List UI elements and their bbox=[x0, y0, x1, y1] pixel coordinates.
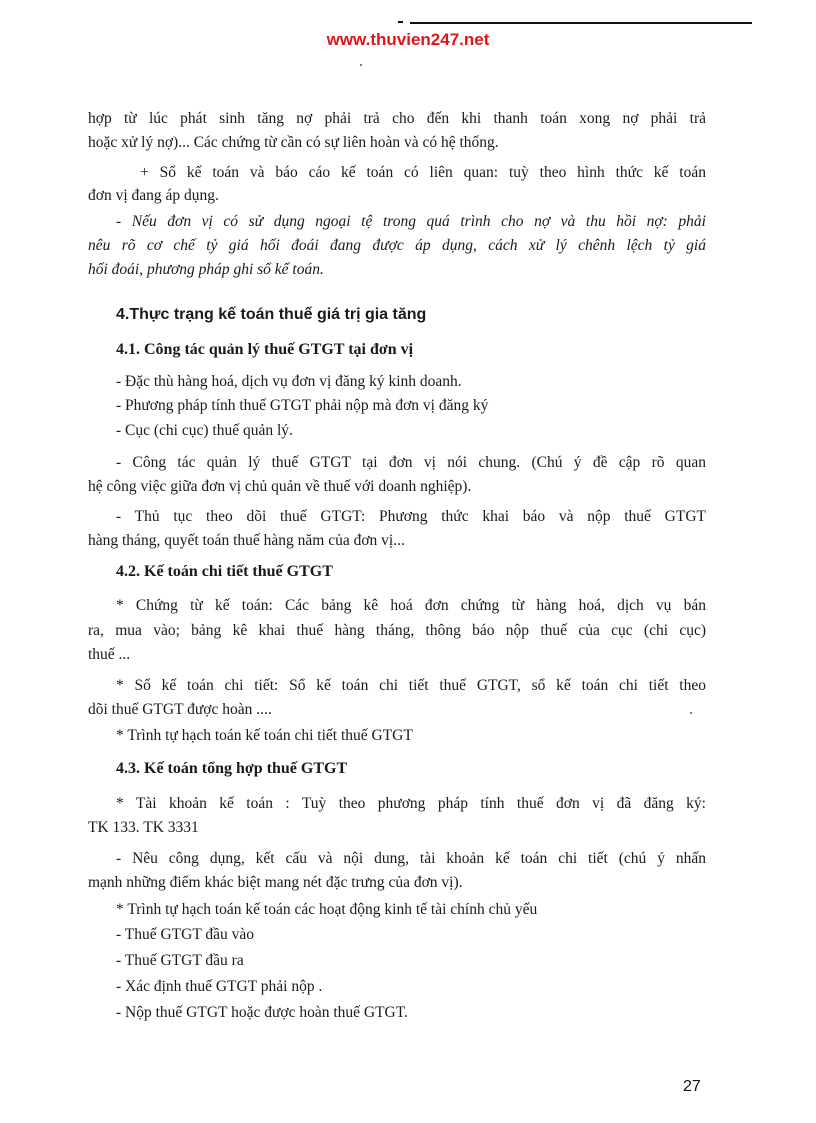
page-number: 27 bbox=[683, 1078, 701, 1095]
body-line: TK 133. TK 3331 bbox=[88, 819, 199, 836]
body-line: * Trình tự hạch toán kế toán các hoạt động kinh tế tài chính chủ yếu bbox=[116, 901, 538, 918]
body-line: - Thuế GTGT đầu vào bbox=[116, 926, 255, 943]
header-url[interactable]: www.thuvien247.net bbox=[326, 30, 490, 49]
body-line: * Chứng từ kế toán: Các bảng kê hoá đơn chứng từ hàng hoá, dịch vụ bán bbox=[116, 597, 706, 614]
body-line: - Xác định thuế GTGT phải nộp . bbox=[116, 978, 323, 995]
body-line: hệ công việc giữa đơn vị chủ quản về thuế với doanh nghiệp). bbox=[88, 478, 472, 495]
scan-speck bbox=[360, 64, 362, 66]
section-heading-4-2: 4.2. Kế toán chi tiết thuế GTGT bbox=[116, 563, 333, 580]
body-line: * Trình tự hạch toán kế toán chi tiết thuế GTGT bbox=[116, 727, 413, 744]
body-line: - Nộp thuế GTGT hoặc được hoàn thuế GTGT. bbox=[116, 1004, 408, 1021]
italic-line: hối đoái, phương pháp ghi sổ kế toán. bbox=[88, 261, 324, 278]
italic-line: nêu rõ cơ chế tỷ giá hối đoái đang được áp dụng, cách xử lý chênh lệch tỷ giá bbox=[88, 237, 706, 254]
section-heading-4-1: 4.1. Công tác quản lý thuế GTGT tại đơn vị bbox=[116, 341, 414, 358]
body-line: hàng tháng, quyết toán thuế hàng năm của đơn vị... bbox=[88, 532, 405, 549]
header-rule bbox=[410, 22, 752, 24]
section-heading-4-3: 4.3. Kế toán tổng hợp thuế GTGT bbox=[116, 760, 348, 777]
body-line: - Công tác quản lý thuế GTGT tại đơn vị nói chung. (Chú ý đề cập rõ quan bbox=[116, 454, 706, 471]
header-dash bbox=[398, 21, 403, 23]
body-line: - Phương pháp tính thuế GTGT phải nộp mà đơn vị đăng ký bbox=[116, 397, 489, 414]
section-heading-4: 4.Thực trạng kế toán thuế giá trị gia tăng bbox=[116, 306, 427, 323]
body-line: * Sổ kế toán chi tiết: Sổ kế toán chi tiết thuế GTGT, sổ kế toán chi tiết theo bbox=[116, 677, 706, 694]
body-line: dõi thuế GTGT được hoàn .... bbox=[88, 701, 272, 718]
body-line: * Tài khoản kế toán : Tuỳ theo phương pháp tính thuế đơn vị đã đăng ký: bbox=[116, 795, 706, 812]
body-line: - Cục (chi cục) thuế quản lý. bbox=[116, 422, 293, 439]
body-line: - Nêu công dụng, kết cấu và nội dung, tài khoản kế toán chi tiết (chú ý nhấn bbox=[116, 850, 706, 867]
body-line: thuế ... bbox=[88, 646, 131, 663]
italic-line: - Nếu đơn vị có sử dụng ngoại tệ trong quá trình cho nợ và thu hồi nợ: phải bbox=[116, 213, 706, 230]
body-line: đơn vị đang áp dụng. bbox=[88, 187, 219, 204]
body-line: - Thuế GTGT đầu ra bbox=[116, 952, 244, 969]
body-line: hợp từ lúc phát sinh tăng nợ phải trả cho đến khi thanh toán xong nợ phải trả bbox=[88, 110, 706, 127]
body-line: - Đặc thù hàng hoá, dịch vụ đơn vị đăng ký kinh doanh. bbox=[116, 373, 462, 390]
body-line: - Thủ tục theo dõi thuế GTGT: Phương thức khai báo và nộp thuế GTGT bbox=[116, 508, 706, 525]
body-line: hoặc xử lý nợ)... Các chứng từ cần có sự liên hoàn và có hệ thống. bbox=[88, 134, 499, 151]
body-line: mạnh những điểm khác biệt mang nét đặc trưng của đơn vị). bbox=[88, 874, 463, 891]
body-line: ra, mua vào; bảng kê khai thuế hàng tháng, thông báo nộp thuế của cục (chi cục) bbox=[88, 622, 706, 639]
body-line: + Sổ kế toán và báo cáo kế toán có liên quan: tuỳ theo hình thức kế toán bbox=[140, 164, 706, 181]
scan-speck bbox=[690, 712, 692, 714]
